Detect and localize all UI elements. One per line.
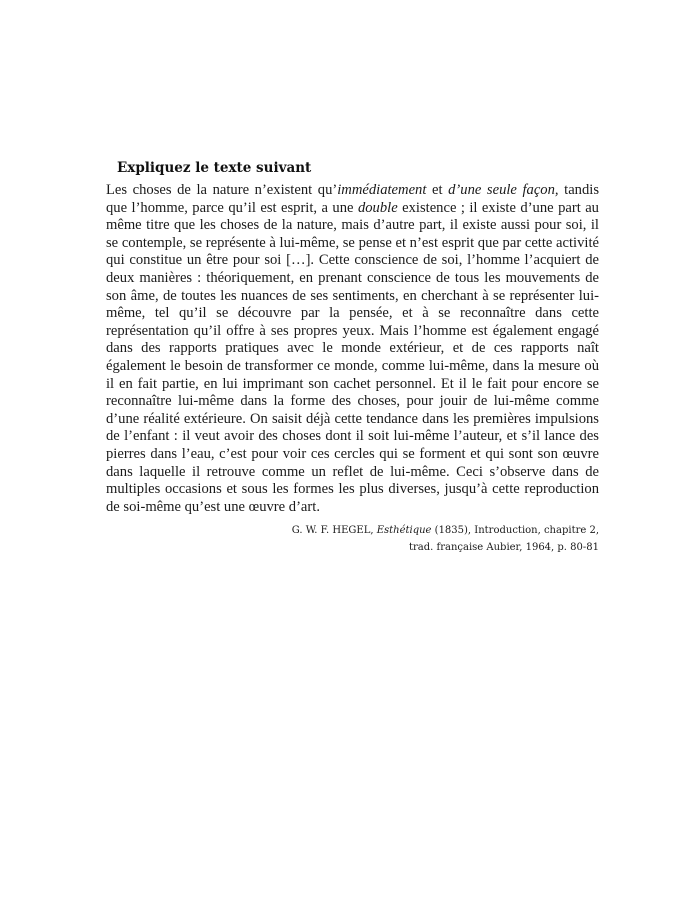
citation-line-1 [106, 522, 599, 539]
page-title: Expliquez le texte suivant [117, 160, 312, 176]
exercise-block [106, 159, 599, 556]
text-excerpt [106, 182, 599, 516]
citation-details: (1835), Introduction, chapitre 2, [431, 525, 599, 537]
excerpt-segment: existence ; il existe d’une part au même titre que les choses de la nature, mais d’autre part, il existe aussi pour soi, il se contemple, se représente à lui-même, se pense et n’est esprit que par cette activité qui constitue un être pour soi […]. Cette conscience de soi, l’homme l’acquiert de deux manières : théoriquement, en prenant conscience de tous les mouvements de son âme, de toutes les nuances de ses sentiments, en cherchant à se représenter lui-même, tel qu’il se découvre par la pensée, et à se reconnaître dans cette représentation qu’il offre à ses propres yeux. Mais l’homme est également engagé dans des rapports pratiques avec le monde extérieur, et de ces rapports naît également le besoin de transformer ce monde, comme lui-même, dans la mesure où il en fait partie, en lui imprimant son cachet personnel. Et il le fait pour encore se reconnaître lui-même dans la forme des choses, pour jouir de lui-même comme d’une réalité extérieure. On saisit déjà cette tendance dans les premières impulsions de l’enfant : il veut avoir des choses dont il soit lui-même l’auteur, et s’il lance des pierres dans l’eau, c’est pour voir ces cercles qui se forment et qui sont son œuvre dans laquelle il retrouve comme un reflet de lui-même. Ceci s’observe dans de multiples occasions et sous les formes les plus diverses, jusqu’à cette reproduction de soi-même qu’est une œuvre d’art. [106, 199, 599, 515]
excerpt-segment: et [426, 182, 449, 198]
citation-work: Esthétique [376, 525, 432, 537]
excerpt-segment: tandis que l’homme, parce qu’il est esprit, a une [106, 182, 600, 216]
citation-author: G. W. F. HEGEL, [291, 525, 377, 537]
excerpt-emphasis: immédiatement [337, 182, 427, 198]
citation-line-2: trad. française Aubier, 1964, p. 80-81 [408, 542, 599, 554]
excerpt-emphasis: double [357, 199, 398, 216]
excerpt-emphasis: d’une seule façon, [448, 182, 559, 198]
excerpt-segment: Les choses de la nature n’existent qu’ [106, 182, 338, 198]
citation [106, 522, 599, 556]
